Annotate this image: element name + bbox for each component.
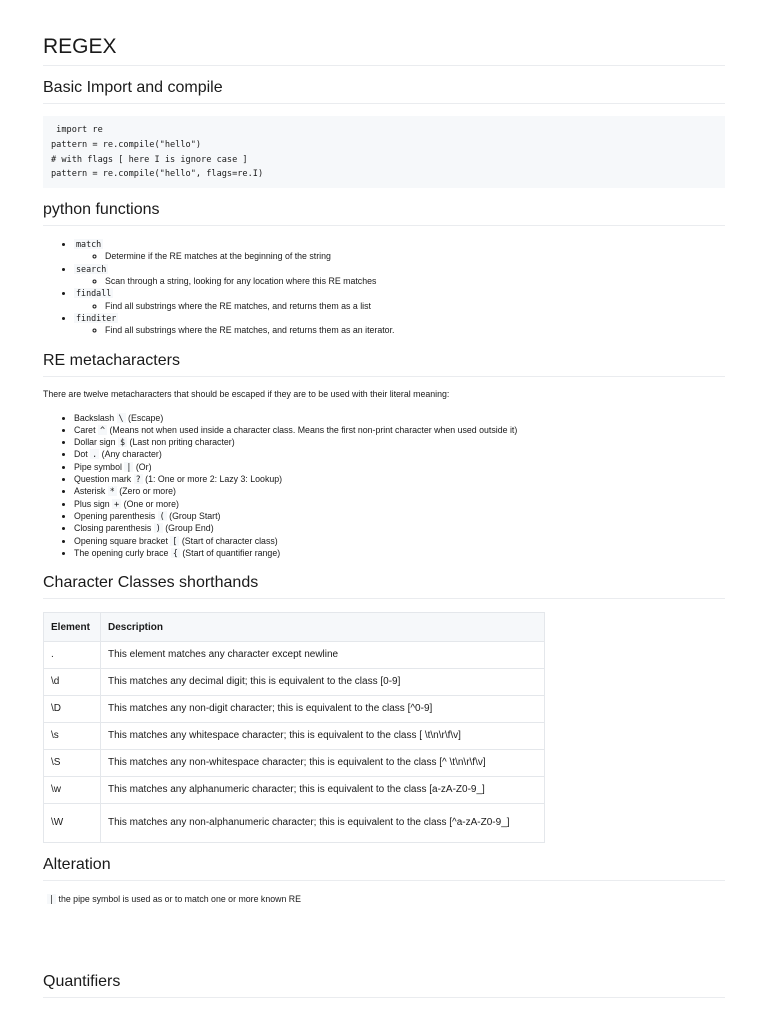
metachar-symbol: $ <box>120 437 126 448</box>
alteration-text: | the pipe symbol is used as or to match one or more known RE <box>49 894 302 905</box>
metachar-symbol: ( <box>159 510 165 521</box>
cell-description: This matches any whitespace character; this is equivalent to the class [ \t\n\r\f\v] <box>101 723 545 750</box>
section-heading-functions: python functions <box>43 200 725 226</box>
function-description: ◦ Scan through a string, looking for any location where this RE matches <box>105 275 725 287</box>
table-row <box>44 642 545 669</box>
list-item: • Caret ^ (Means not when used inside a character class. Means the first non-print character when used outside it) <box>74 424 725 436</box>
cell-element: . <box>44 642 101 669</box>
cell-description: This matches any non-whitespace character; this is equivalent to the class [^ \t\n\r\f\v] <box>101 750 545 777</box>
metachar-symbol: . <box>92 449 98 460</box>
list-item: • Dot . (Any character) <box>74 448 725 460</box>
function-description: ◦ Find all substrings where the RE matches, and returns them as an iterator. <box>105 324 725 336</box>
section-heading-alteration: Alteration <box>43 855 725 881</box>
metacharacters-list <box>43 412 725 560</box>
code-line: pattern = re.compile("hello", flags=re.I) <box>51 169 264 180</box>
table-row <box>44 750 545 777</box>
cell-description: This matches any non-digit character; this is equivalent to the class [^0-9] <box>101 696 545 723</box>
metachar-symbol: ) <box>155 523 161 534</box>
cell-description: This matches any alphanumeric character; this is equivalent to the class [a-zA-Z0-9_] <box>101 777 545 804</box>
list-item: • Opening parenthesis ( (Group Start) <box>74 510 725 522</box>
section-heading-quantifiers: Quantifiers <box>43 972 725 998</box>
function-description: ◦ Find all substrings where the RE matches, and returns them as a list <box>105 300 725 312</box>
table-row <box>44 723 545 750</box>
list-item <box>74 312 725 337</box>
list-item: • Asterisk * (Zero or more) <box>74 485 725 497</box>
metachar-symbol: [ <box>172 535 178 546</box>
metachar-symbol: | <box>126 461 132 472</box>
pipe-symbol: | <box>49 894 55 905</box>
document-page <box>43 0 725 998</box>
code-line: # with flags [ here I is ignore case ] <box>51 154 248 165</box>
metacharacters-intro: There are twelve metacharacters that should be escaped if they are to be used with their literal meaning: <box>43 388 450 399</box>
list-item: • Closing parenthesis ) (Group End) <box>74 522 725 534</box>
metachar-symbol: + <box>114 498 120 509</box>
column-header-element: Element <box>44 613 101 642</box>
list-item <box>74 263 725 288</box>
list-item: • Pipe symbol | (Or) <box>74 461 725 473</box>
cell-element: \d <box>44 669 101 696</box>
table-row <box>44 777 545 804</box>
page-title: REGEX <box>43 0 725 66</box>
list-item: • Dollar sign $ (Last non priting character) <box>74 436 725 448</box>
list-item: • The opening curly brace { (Start of quantifier range) <box>74 547 725 559</box>
metachar-symbol: ? <box>135 474 141 485</box>
cell-description: This matches any non-alphanumeric character; this is equivalent to the class [^a-zA-Z0-9_] <box>101 804 545 843</box>
code-line: pattern = re.compile("hello") <box>51 139 202 150</box>
cell-description: This matches any decimal digit; this is equivalent to the class [0-9] <box>101 669 545 696</box>
table-row <box>44 696 545 723</box>
table-row <box>44 669 545 696</box>
list-item <box>74 287 725 312</box>
cell-element: \S <box>44 750 101 777</box>
code-line: import re <box>51 125 103 135</box>
function-name: search <box>76 263 107 274</box>
list-item: • Opening square bracket [ (Start of character class) <box>74 535 725 547</box>
code-block-import <box>43 116 725 188</box>
function-name: findall <box>76 288 112 299</box>
metachar-symbol: * <box>109 486 115 497</box>
section-heading-import: Basic Import and compile <box>43 78 725 104</box>
character-classes-table <box>43 612 545 843</box>
table-header-row <box>44 613 545 642</box>
cell-element: \s <box>44 723 101 750</box>
metachar-symbol: \ <box>118 412 124 423</box>
function-name: match <box>76 239 102 250</box>
column-header-description: Description <box>101 613 545 642</box>
cell-element: \D <box>44 696 101 723</box>
list-item: • Backslash \ (Escape) <box>74 412 725 424</box>
cell-element: \w <box>44 777 101 804</box>
list-item: • Plus sign + (One or more) <box>74 498 725 510</box>
metachar-symbol: { <box>172 547 178 558</box>
functions-list <box>43 238 725 336</box>
function-name: finditer <box>76 312 117 323</box>
metachar-symbol: ^ <box>99 424 106 435</box>
function-description: ◦ Determine if the RE matches at the beginning of the string <box>105 250 725 262</box>
list-item <box>74 238 725 263</box>
cell-element: \W <box>44 804 101 843</box>
cell-description: This element matches any character except newline <box>101 642 545 669</box>
table-row <box>44 804 545 843</box>
list-item: • Question mark ? (1: One or more 2: Lazy 3: Lookup) <box>74 473 725 485</box>
section-heading-character-classes: Character Classes shorthands <box>43 573 725 599</box>
section-heading-metacharacters: RE metacharacters <box>43 351 725 377</box>
